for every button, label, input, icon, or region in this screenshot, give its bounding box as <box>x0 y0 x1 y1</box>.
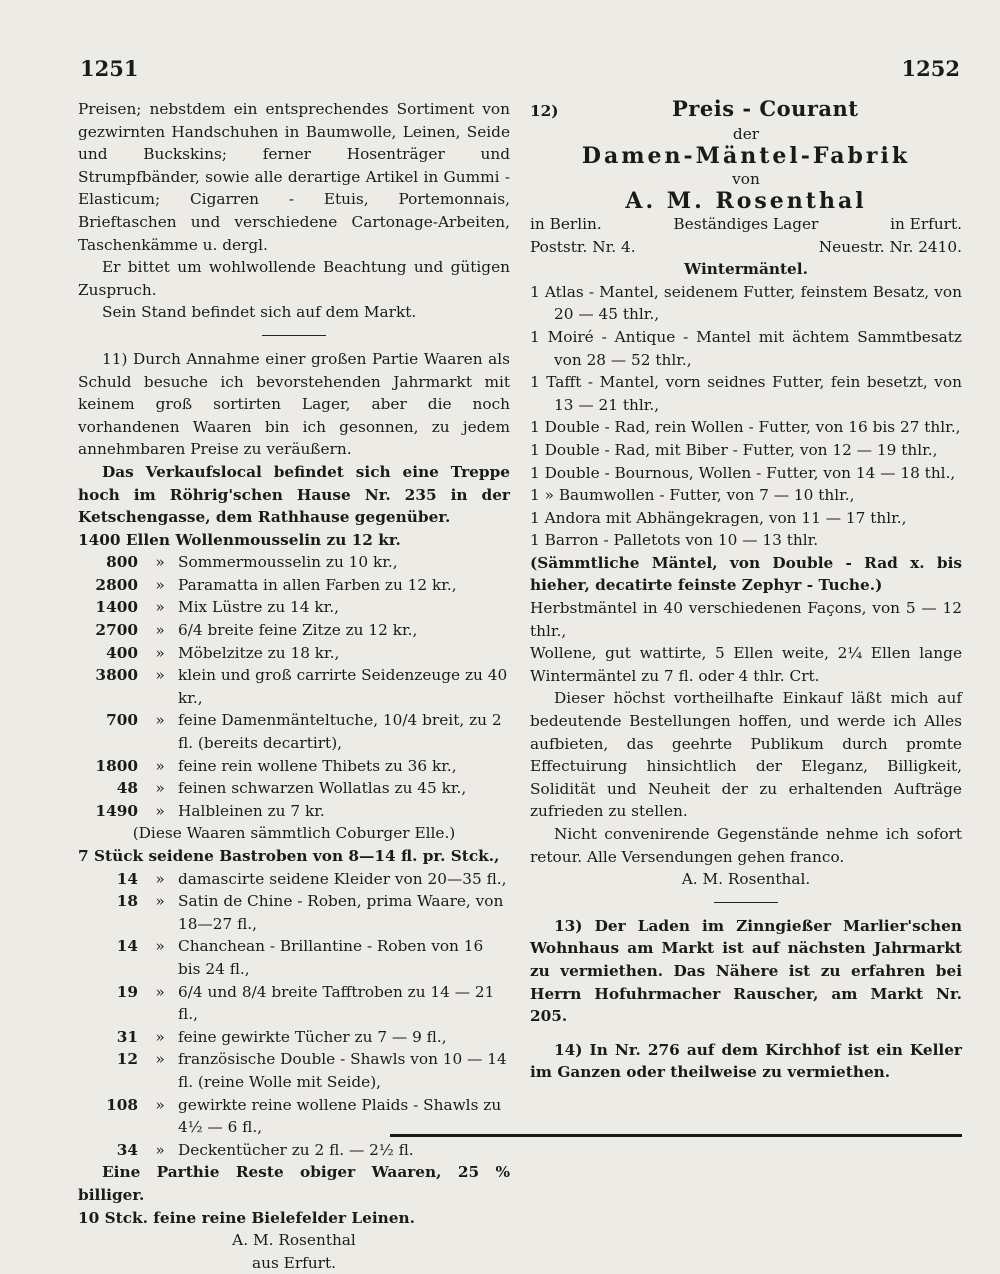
location-right: in Erfurt. <box>890 214 962 233</box>
item-description: Satin de Chine - Roben, prima Waare, von 18—27 fl., <box>178 892 504 933</box>
item-quantity: 1800 <box>95 756 138 775</box>
left-column <box>78 98 510 1274</box>
page-number-left: 1251 <box>80 56 139 81</box>
address-left: Poststr. Nr. 4. <box>530 237 636 256</box>
item-quantity: 14 <box>116 937 138 956</box>
ad-text: Eine Parthie Reste obiger Waaren, 25 % billiger. <box>78 1163 510 1204</box>
ad-text: Dieser höchst vortheilhafte Einkauf läßt mich auf bedeutende Bestellungen hoffen, und werde ich Alles aufbieten, das geehrte Publikum durch promte Effectuirung hinsichtlich der Eleganz, Billigkeit, Solidität und Neuheit der zu erhaltenden Aufträge zufrieden zu stellen. <box>530 689 962 821</box>
price-list-title: Preis - Courant <box>672 96 859 121</box>
price-list-item <box>78 1094 510 1139</box>
ditto-mark: » <box>155 621 165 640</box>
price-list <box>78 868 510 1162</box>
ditto-mark: » <box>155 666 165 685</box>
price-list-item <box>78 619 510 642</box>
coat-item: 1 » Baumwollen - Futter, von 7 — 10 thlr., <box>530 486 855 505</box>
ditto-mark: » <box>155 643 165 662</box>
item-description: feine Damenmänteltuche, 10/4 breit, zu 2 fl. (bereits decartirt), <box>178 711 502 753</box>
price-list-item <box>78 777 510 800</box>
ad-text: Sein Stand befindet sich auf dem Markt. <box>102 303 417 322</box>
item-description: feinen schwarzen Wollatlas zu 45 kr., <box>178 779 467 798</box>
ditto-mark: » <box>155 711 165 730</box>
item-description: klein und groß carrirte Seidenzeuge zu 40 kr., <box>178 666 508 707</box>
item-quantity: 400 <box>106 643 138 662</box>
price-list-item <box>78 935 510 980</box>
price-list-item <box>78 1139 510 1162</box>
ad-14-text: 14) In Nr. 276 auf dem Kirchhof ist ein Keller im Ganzen oder theilweise zu vermiethen. <box>530 1040 962 1082</box>
price-list-item <box>78 709 510 754</box>
item-description: französische Double - Shawls von 10 — 14 fl. (reine Wolle mit Seide), <box>178 1050 507 1091</box>
item-quantity: 3800 <box>95 666 138 685</box>
item-description: 6/4 und 8/4 breite Tafftroben zu 14 — 21 fl., <box>178 982 495 1024</box>
coat-item: 1 Double - Rad, mit Biber - Futter, von 12 — 19 thlr., <box>530 440 938 459</box>
ad-11-location: Das Verkaufslocal befindet sich eine Treppe hoch im Röhrig'schen Hause Nr. 235 in der Ketschengasse, dem Rathhause gegenüber. <box>78 462 510 527</box>
coat-note: (Sämmtliche Mäntel, von Double - Rad x. bis hieher, decatirte feinste Zephyr - Tuche.) <box>530 553 962 595</box>
signature: A. M. Rosenthal. <box>681 870 811 889</box>
price-list-header <box>530 98 962 123</box>
price-list-intro: 7 Stück seidene Bastroben von 8—14 fl. pr. Stck., <box>78 847 500 865</box>
right-column <box>530 98 962 1084</box>
coat-item: 1 Barron - Palletots von 10 — 13 thlr. <box>530 531 819 550</box>
bottom-rule <box>390 1134 962 1137</box>
item-description: Halbleinen zu 7 kr. <box>178 801 325 820</box>
item-description: damascirte seidene Kleider von 20—35 fl., <box>178 869 507 888</box>
ditto-mark: » <box>155 598 165 617</box>
item-description: Paramatta in allen Farben zu 12 kr., <box>178 575 457 594</box>
ditto-mark: » <box>155 553 165 572</box>
coat-item: 1 Atlas - Mantel, seidenem Futter, feinstem Besatz, von 20 — 45 thlr., <box>530 282 962 324</box>
item-description: gewirkte reine wollene Plaids - Shawls zu 4½ — 6 fl., <box>178 1095 502 1137</box>
ad-text: 10 Stck. feine reine Bielefelder Leinen. <box>78 1208 415 1227</box>
ditto-mark: » <box>155 937 165 956</box>
item-description: Chanchean - Brillantine - Roben von 16 bis 24 fl., <box>178 937 484 978</box>
price-list-item <box>78 800 510 823</box>
item-quantity: 800 <box>106 553 138 572</box>
ad-text: Nicht convenirende Gegenstände nehme ich sofort retour. Alle Versendungen gehen franco. <box>530 825 962 866</box>
ad-text: Preisen; nebstdem ein entsprechendes Sortiment von gezwirnten Handschuhen in Baumwolle, Leinen, Seide und Buckskins; ferner Hosenträger und Strumpfbänder, sowie alle derartige Artikel in Gummi - Elasticum; Cigarren - Etuis, Portemonnais, Brieftaschen und verschiedene Cartonage-Arbeiten, Taschenkämme u. dergl. <box>78 100 510 254</box>
item-quantity: 12 <box>116 1050 138 1069</box>
item-description: Mix Lüstre zu 14 kr., <box>178 598 340 617</box>
coat-item: 1 Andora mit Abhängekragen, von 11 — 17 thlr., <box>530 508 907 527</box>
price-list <box>78 551 510 822</box>
ditto-mark: » <box>155 1095 165 1114</box>
address-right: Neuestr. Nr. 2410. <box>818 237 962 256</box>
locations-row <box>530 213 962 236</box>
item-quantity: 18 <box>116 892 138 911</box>
ditto-mark: » <box>155 892 165 911</box>
item-description: Sommermousselin zu 10 kr., <box>178 553 398 572</box>
item-quantity: 19 <box>116 982 138 1001</box>
ditto-mark: » <box>155 801 165 820</box>
item-description: 6/4 breite feine Zitze zu 12 kr., <box>178 621 418 640</box>
ditto-mark: » <box>155 1050 165 1069</box>
ad-number: 12) <box>530 102 559 120</box>
item-quantity: 48 <box>116 779 138 798</box>
price-list-item <box>78 596 510 619</box>
ad-11-text: 11) Durch Annahme einer großen Partie Waaren als Schuld besuche ich bevorstehenden Jahrmarkt mit keinem groß sortirten Lager, aber die noch vorhandenen Waaren bin ich gesonnen, zu jedem annehmbaren Preise zu veräußern. <box>78 349 510 459</box>
price-list-item <box>78 981 510 1026</box>
item-description: Möbelzitze zu 18 kr., <box>178 643 340 662</box>
item-quantity: 14 <box>116 869 138 888</box>
item-quantity: 1490 <box>95 801 138 820</box>
ditto-mark: » <box>155 982 165 1001</box>
signature: A. M. Rosenthal <box>232 1231 356 1250</box>
item-quantity: 34 <box>116 1140 138 1159</box>
coat-item: 1 Double - Rad, rein Wollen - Futter, von 16 bis 27 thlr., <box>530 418 961 437</box>
separator-rule <box>714 902 778 903</box>
separator-rule <box>262 335 326 336</box>
price-list-item <box>78 664 510 709</box>
ad-text: Er bittet um wohlwollende Beachtung und gütigen Zuspruch. <box>78 258 510 299</box>
owner-name: A. M. Rosenthal <box>625 188 867 215</box>
item-quantity: 108 <box>106 1095 138 1114</box>
price-list-item <box>78 868 510 891</box>
coat-item: 1 Double - Bournous, Wollen - Futter, von 14 — 18 thl., <box>530 463 956 482</box>
price-list-item <box>78 642 510 665</box>
header-der: der <box>732 124 760 143</box>
ditto-mark: » <box>155 1140 165 1159</box>
item-quantity: 2700 <box>95 621 138 640</box>
price-list-item <box>78 574 510 597</box>
ditto-mark: » <box>155 779 165 798</box>
item-description: feine gewirkte Tücher zu 7 — 9 fl., <box>178 1027 447 1046</box>
signature-origin: aus Erfurt. <box>252 1253 336 1272</box>
ditto-mark: » <box>155 756 165 775</box>
item-quantity: 700 <box>106 711 138 730</box>
coat-list <box>530 281 962 552</box>
ditto-mark: » <box>155 575 165 594</box>
ditto-mark: » <box>155 1027 165 1046</box>
autumn-coats: Herbstmäntel in 40 verschiedenen Façons, von 5 — 12 thlr., <box>530 599 962 640</box>
item-description: feine rein wollene Thibets zu 36 kr., <box>178 756 457 775</box>
price-list-item <box>78 890 510 935</box>
winter-coats: Wollene, gut wattirte, 5 Ellen weite, 2¼ Ellen lange Wintermäntel zu 7 fl. oder 4 thlr. Crt. <box>530 644 962 685</box>
coat-item: 1 Tafft - Mantel, vorn seidnes Futter, fein besetzt, von 13 — 21 thlr., <box>530 373 962 414</box>
price-list-intro: 1400 Ellen Wollenmousselin zu 12 kr. <box>78 530 401 549</box>
item-description: Deckentücher zu 2 fl. — 2½ fl. <box>178 1140 414 1159</box>
page-number-right: 1252 <box>901 56 960 81</box>
coat-item: 1 Moiré - Antique - Mantel mit ächtem Sammtbesatz von 28 — 52 thlr., <box>530 327 962 369</box>
price-list-note: (Diese Waaren sämmtlich Coburger Elle.) <box>132 824 456 843</box>
item-quantity: 2800 <box>95 575 138 594</box>
section-heading: Wintermäntel. <box>684 260 808 279</box>
item-quantity: 1400 <box>95 598 138 617</box>
location-middle: Beständiges Lager <box>673 214 819 233</box>
price-list-item <box>78 1026 510 1049</box>
location-left: in Berlin. <box>530 214 602 233</box>
factory-name: Damen-Mäntel-Fabrik <box>581 143 911 170</box>
ditto-mark: » <box>155 869 165 888</box>
price-list-item <box>78 551 510 574</box>
item-quantity: 31 <box>116 1027 138 1046</box>
price-list-item <box>78 755 510 778</box>
ad-13-text: 13) Der Laden im Zinngießer Marlier'schen Wohnhaus am Markt ist auf nächsten Jahrmarkt zu vermiethen. Das Nähere ist zu erfahren bei Herrn Hofuhrmacher Rauscher, am Markt Nr. 205. <box>530 916 962 1026</box>
header-von: von <box>732 169 760 188</box>
address-row <box>530 236 962 259</box>
price-list-item <box>78 1048 510 1093</box>
